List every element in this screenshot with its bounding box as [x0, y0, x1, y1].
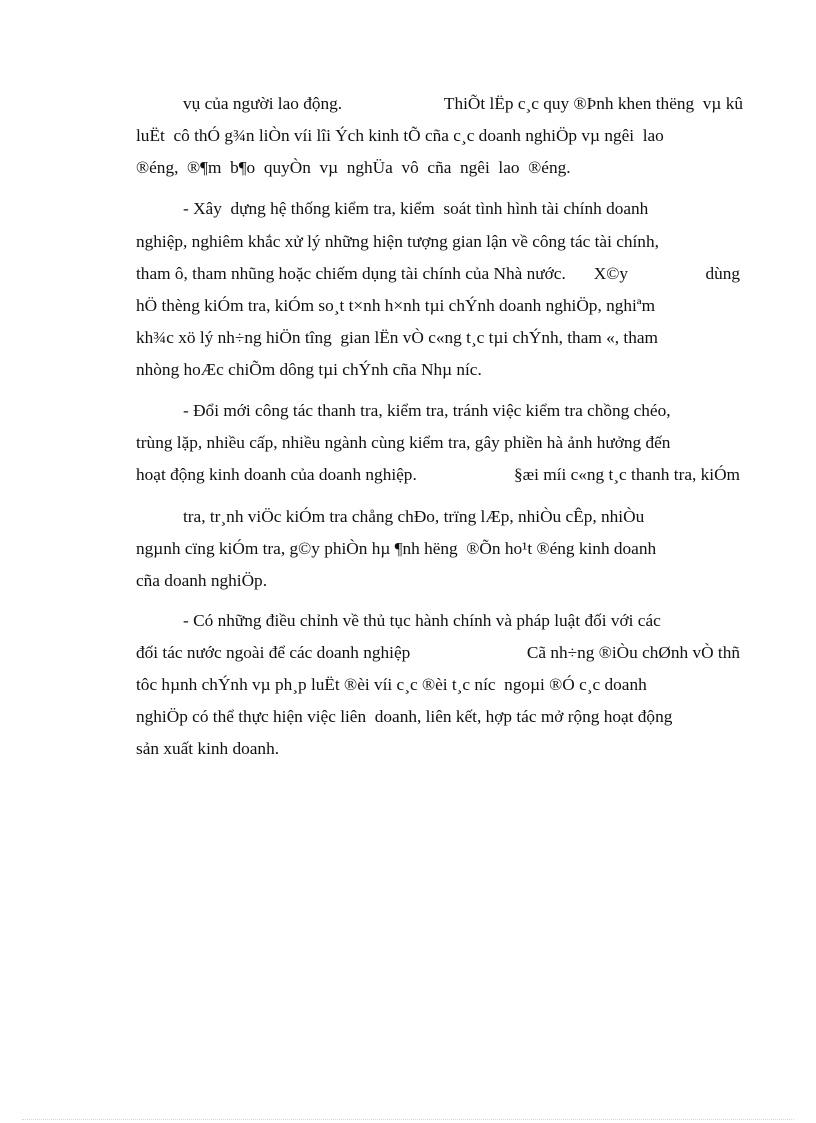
text-line: [136, 264, 740, 284]
text-run: hÖ thèng kiÓm tra, kiÓm so¸t t×nh h×nh tµi chÝnh doanh nghiÖp, nghiªm: [136, 296, 656, 315]
text-run: kh¾c xö lý nh÷ng hiÖn tîng gian lËn vÒ c«ng t¸c tµi chÝnh, tham «, tham: [136, 328, 658, 347]
text-run: tra, tr¸nh viÖc kiÓm tra chång chÐo, trïng lÆp, nhiÒu cÊp, nhiÒu: [183, 507, 645, 526]
text-line: [136, 328, 743, 348]
text-run: §æi míi c«ng t¸c thanh tra, kiÓm: [513, 465, 740, 484]
text-run: đối tác nước ngoài để các doanh nghiệp: [136, 643, 411, 662]
text-run: trùng lặp, nhiều cấp, nhiều ngành cùng kiểm tra, gây phiền hà ảnh hưởng đến: [136, 433, 671, 452]
text-run: vụ của người lao động.: [183, 94, 343, 113]
page-bottom-divider: [22, 1119, 794, 1120]
text-run: - Đổi mới công tác thanh tra, kiểm tra, tránh việc kiểm tra chồng chéo,: [183, 401, 671, 420]
text-run: ®éng, ®¶m b¶o quyÒn vµ nghÜa vô cña ngêi lao ®éng.: [136, 158, 571, 177]
text-line: [136, 360, 740, 380]
text-run: ThiÕt lËp c¸c quy ®Þnh khen thëng vµ kû: [443, 94, 743, 113]
text-line: [136, 707, 743, 727]
text-line: [136, 232, 743, 252]
text-run: cña doanh nghiÖp.: [136, 571, 268, 590]
text-run: Cã nh÷ng ®iÒu chØnh vÒ thñ: [526, 643, 740, 662]
text-run: nhòng hoÆc chiÕm dông tµi chÝnh cña Nhµ níc.: [136, 360, 482, 379]
text-line: [136, 739, 740, 759]
text-run: - Có những điều chỉnh về thủ tục hành chính và pháp luật đối với các: [183, 611, 661, 630]
text-run: nghiệp, nghiêm khắc xử lý những hiện tượng gian lận về công tác tài chính,: [136, 232, 659, 251]
text-line: [136, 643, 740, 663]
text-line: [183, 94, 743, 114]
text-run: hoạt động kinh doanh của doanh nghiệp.: [136, 465, 417, 484]
text-run: sản xuất kinh doanh.: [136, 739, 280, 758]
text-run: dùng: [705, 264, 740, 283]
text-run: tôc hµnh chÝnh vµ ph¸p luËt ®èi víi c¸c ®èi t¸c níc ngoµi ®Ó c¸c doanh: [136, 675, 647, 694]
text-line: [136, 126, 743, 146]
text-line: [136, 675, 740, 695]
text-line: [183, 611, 743, 631]
text-run: nghiÖp có thể thực hiện việc liên doanh, liên kết, hợp tác mở rộng hoạt động: [136, 707, 673, 726]
text-run: X©y: [593, 264, 629, 283]
text-line: [136, 539, 740, 559]
text-line: [136, 296, 740, 316]
text-line: [136, 465, 740, 485]
text-line: [183, 401, 743, 421]
text-run: - Xây dựng hệ thống kiểm tra, kiểm soát tình hình tài chính doanh: [183, 199, 649, 218]
text-line: [136, 571, 740, 591]
text-run: tham ô, tham nhũng hoặc chiếm dụng tài chính của Nhà nước.: [136, 264, 566, 283]
text-run: luËt cô thÓ g¾n liÒn víi lîi Ých kinh tÕ cña c¸c doanh nghiÖp vµ ngêi lao: [136, 126, 664, 145]
text-run: ngµnh cïng kiÓm tra, g©y phiÒn hµ ¶nh hëng ®Õn ho¹t ®éng kinh doanh: [136, 539, 657, 558]
text-line: [183, 199, 743, 219]
text-line: [136, 158, 740, 178]
text-line: [183, 507, 740, 527]
text-line: [136, 433, 743, 453]
